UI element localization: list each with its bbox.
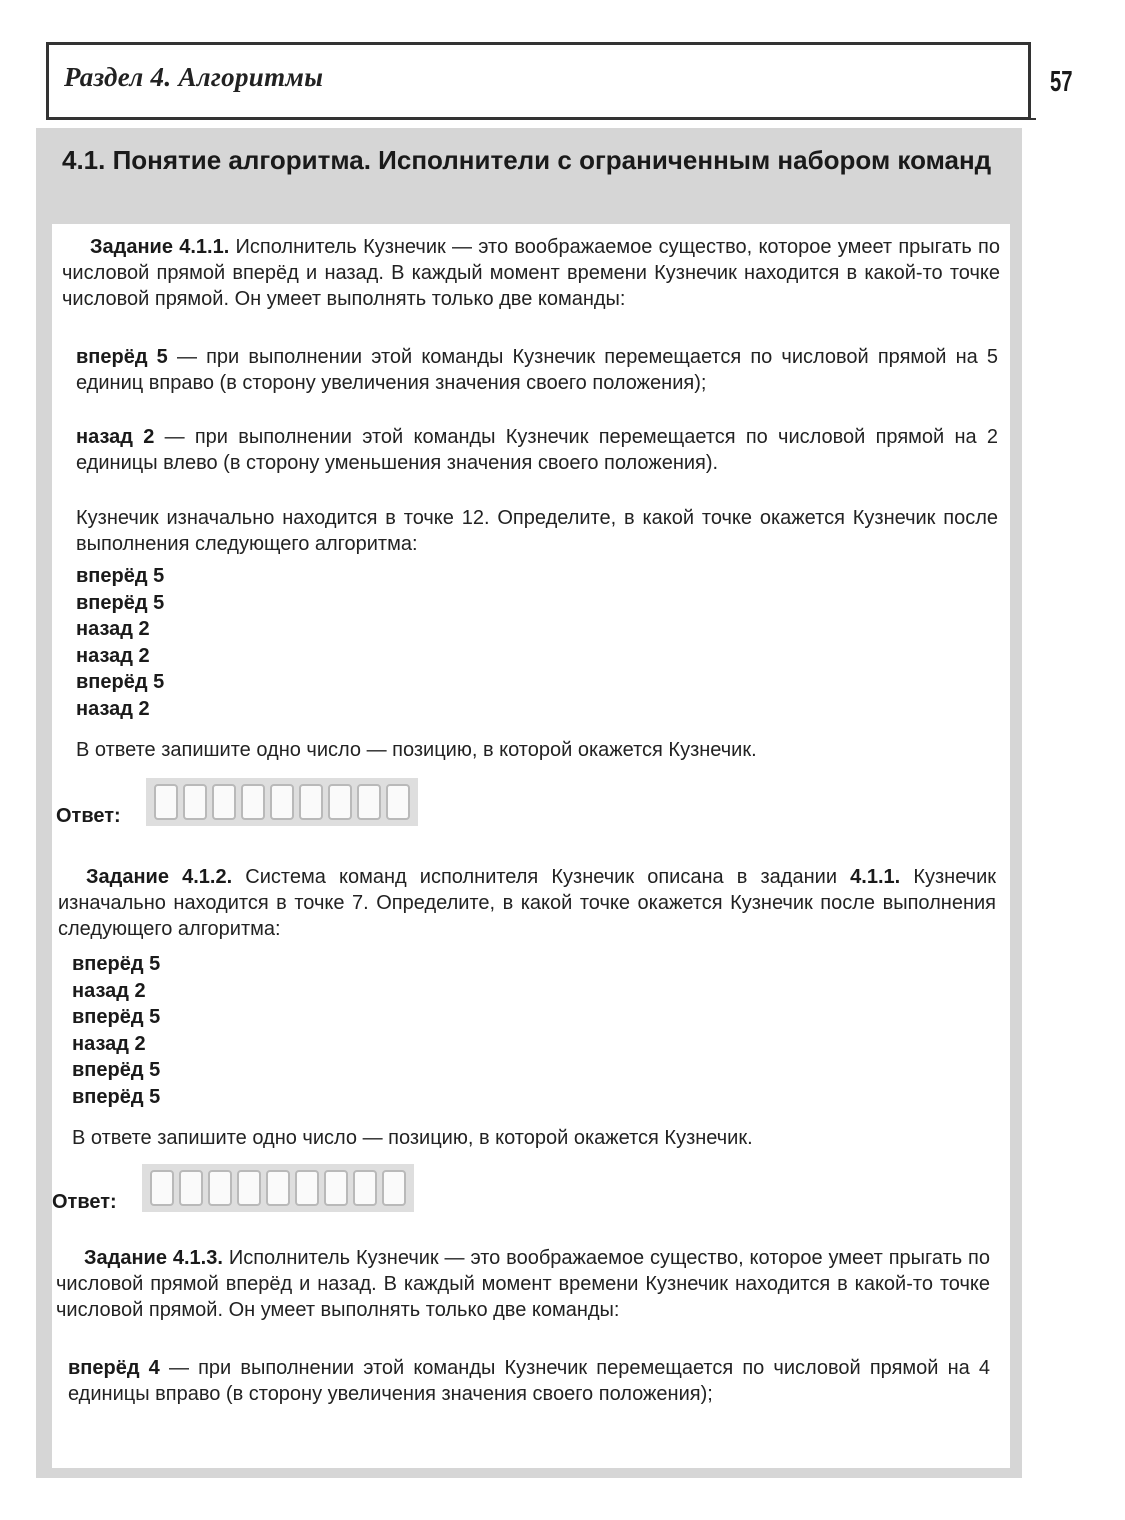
task-4-1-2-text-b: Кузнечик изначально находится в точке 7. Определите, в какой точке окажется Кузнечик после выполнения следующего алгоритма: — [58, 866, 996, 940]
task-4-1-1-question: Кузнечик изначально находится в точке 12. Определите, в какой точке окажется Кузнечик после выполнения следующего алгоритма: — [76, 507, 998, 555]
answer-cell[interactable] — [179, 1170, 203, 1206]
task-4-1-2-reference: 4.1.1. — [850, 866, 901, 888]
section-title: 4.1. Понятие алгоритма. Исполнители с ограниченным набором команд — [62, 145, 992, 175]
command-name: назад 2 — [76, 426, 155, 448]
answer-label: Ответ: — [52, 1191, 117, 1213]
answer-cell[interactable] — [183, 784, 207, 820]
answer-cell[interactable] — [357, 784, 381, 820]
header-underline — [60, 118, 1036, 120]
task-4-1-1-algorithm — [76, 563, 164, 723]
algorithm-step: назад 2 — [76, 618, 150, 641]
task-4-1-2-label: Задание 4.1.2. — [86, 866, 233, 888]
command-name: вперёд 5 — [76, 346, 168, 368]
answer-cell[interactable] — [324, 1170, 348, 1206]
answer-cell[interactable] — [208, 1170, 232, 1206]
algorithm-step: назад 2 — [76, 697, 150, 720]
answer-label: Ответ: — [56, 805, 121, 827]
task-4-1-1-intro — [62, 234, 1000, 312]
task-4-1-3-label: Задание 4.1.3. — [84, 1247, 223, 1269]
task-4-1-2-instruction: В ответе запишите одно число — позицию, в которой окажется Кузнечик. — [72, 1127, 753, 1149]
task-4-1-1-instruction: В ответе запишите одно число — позицию, в которой окажется Кузнечик. — [76, 739, 757, 761]
algorithm-step: назад 2 — [76, 644, 150, 667]
answer-cell[interactable] — [382, 1170, 406, 1206]
algorithm-step: вперёд 5 — [76, 591, 165, 614]
algorithm-step: вперёд 5 — [72, 1059, 161, 1082]
answer-cell[interactable] — [328, 784, 352, 820]
command-description: — при выполнении этой команды Кузнечик перемещается по числовой прямой на 2 единицы влево (в сторону уменьшения значения своего положения). — [76, 426, 999, 474]
task-4-1-1-intro-text: Исполнитель Кузнечик — это воображаемое существо, которое умеет прыгать по числовой прямой вперёд и назад. В каждый момент времени Кузнечик находится в какой-то точке числовой прямой. Он умеет выполнять только две команды: — [62, 236, 1000, 310]
algorithm-step: вперёд 5 — [72, 1085, 161, 1108]
page-number: 57 — [1050, 66, 1073, 98]
algorithm-step: вперёд 5 — [76, 671, 165, 694]
algorithm-step: вперёд 5 — [72, 953, 161, 975]
answer-cell[interactable] — [212, 784, 236, 820]
task-4-1-3-command-forward — [68, 1355, 990, 1407]
task-4-1-1-command-forward — [76, 344, 998, 396]
task-4-1-2-text-a: Система команд исполнителя Кузнечик описана в задании — [245, 866, 837, 888]
task-4-1-1-command-back — [76, 424, 998, 476]
algorithm-step: вперёд 5 — [76, 565, 165, 587]
answer-cell[interactable] — [266, 1170, 290, 1206]
answer-cell[interactable] — [353, 1170, 377, 1206]
task-4-1-1-label: Задание 4.1.1. — [90, 236, 230, 258]
task-4-1-3-intro-text: Исполнитель Кузнечик — это воображаемое существо, которое умеет прыгать по числовой прямой вперёд и назад. В каждый момент времени Кузнечик находится в какой-то точке числовой прямой. Он умеет выполнять только две команды: — [56, 1247, 990, 1321]
answer-cell[interactable] — [150, 1170, 174, 1206]
algorithm-step: назад 2 — [72, 1032, 146, 1055]
command-description: — при выполнении этой команды Кузнечик перемещается по числовой прямой на 4 единицы вправо (в сторону увеличения значения своего положения); — [68, 1357, 990, 1405]
answer-cell[interactable] — [386, 784, 410, 820]
task-4-1-2-text — [58, 864, 996, 942]
answer-input-task-4-1-1[interactable] — [146, 778, 418, 826]
answer-cell[interactable] — [270, 784, 294, 820]
answer-cell[interactable] — [154, 784, 178, 820]
algorithm-step: назад 2 — [72, 979, 146, 1002]
answer-cell[interactable] — [299, 784, 323, 820]
algorithm-step: вперёд 5 — [72, 1006, 161, 1029]
answer-input-task-4-1-2[interactable] — [142, 1164, 414, 1212]
task-4-1-3-intro — [56, 1245, 990, 1323]
command-name: вперёд 4 — [68, 1357, 160, 1379]
answer-cell[interactable] — [241, 784, 265, 820]
command-description: — при выполнении этой команды Кузнечик перемещается по числовой прямой на 5 единиц вправо (в сторону увеличения значения своего положения); — [76, 346, 998, 394]
chapter-title: Раздел 4. Алгоритмы — [64, 62, 324, 92]
answer-cell[interactable] — [237, 1170, 261, 1206]
task-4-1-2-algorithm — [72, 951, 160, 1111]
answer-cell[interactable] — [295, 1170, 319, 1206]
